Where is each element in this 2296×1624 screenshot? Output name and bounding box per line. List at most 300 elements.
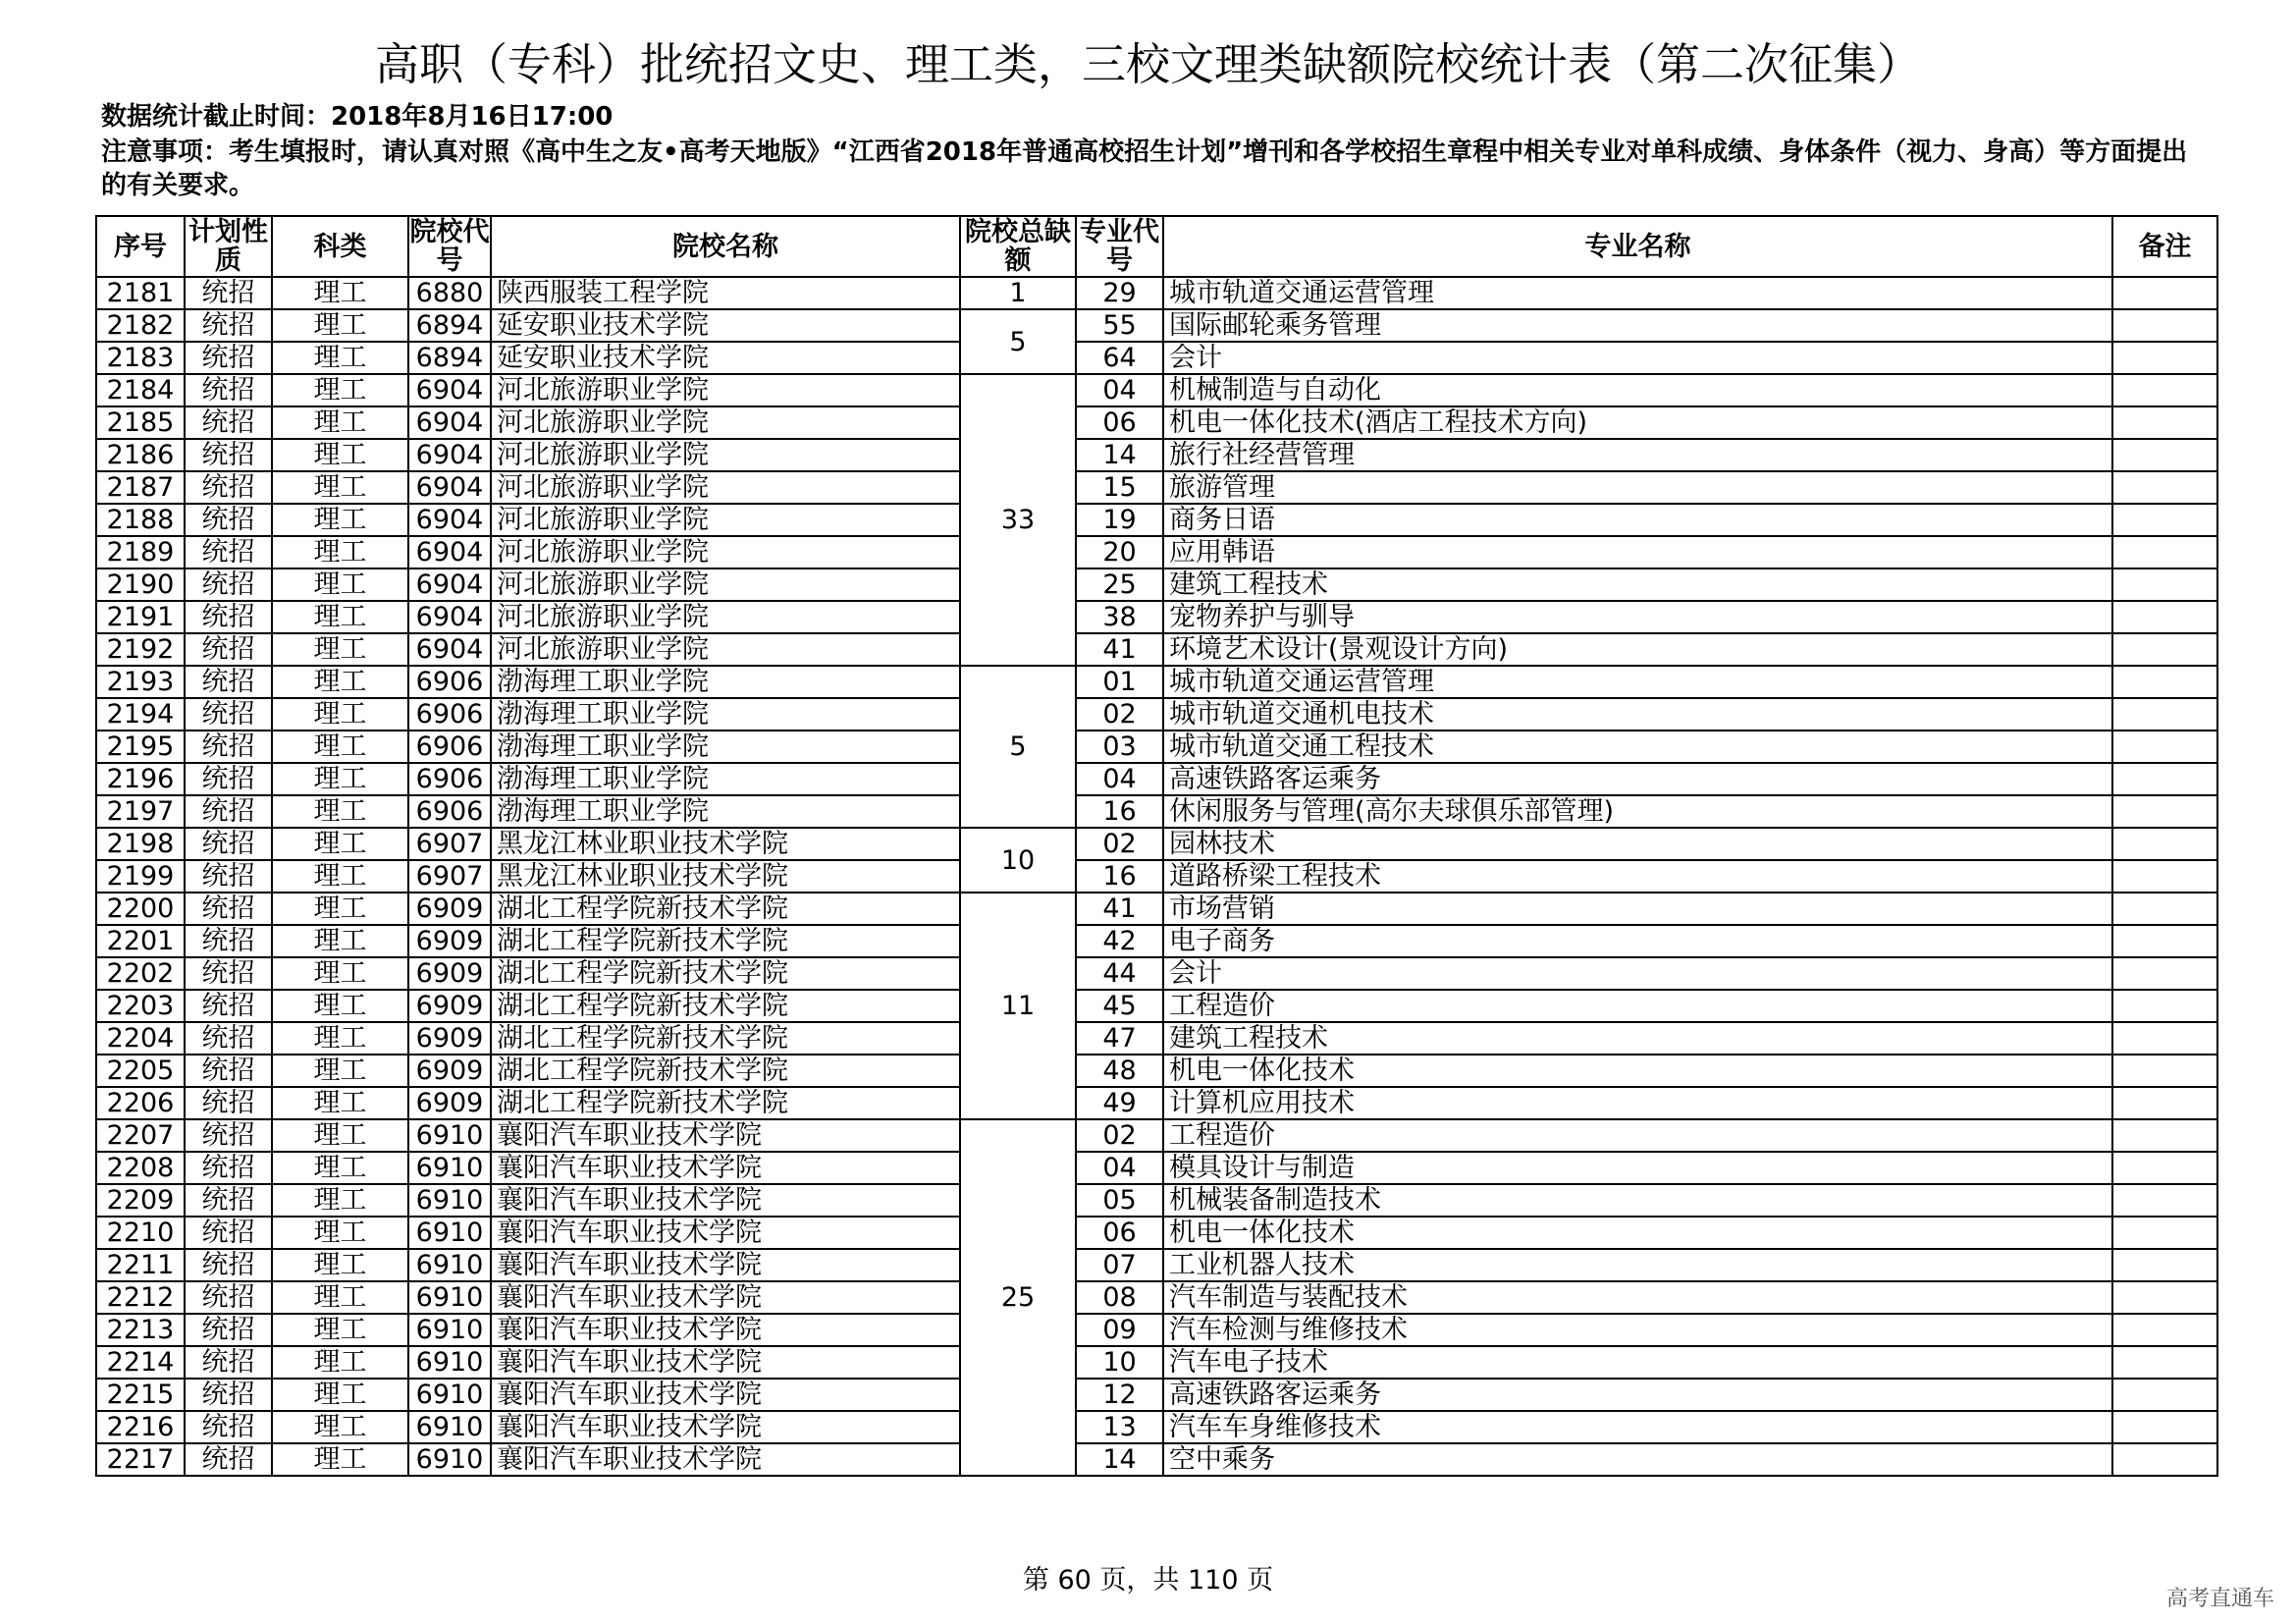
cell-category: 理工 (272, 406, 408, 439)
cell-plan-type: 统招 (185, 763, 272, 795)
cell-school-name: 渤海理工职业学院 (491, 666, 960, 698)
cell-seq: 2183 (96, 342, 185, 374)
cell-seq: 2210 (96, 1217, 185, 1249)
cell-school-code: 6880 (408, 277, 491, 309)
cell-plan-type: 统招 (185, 795, 272, 828)
cell-major-code: 14 (1076, 1443, 1163, 1476)
cell-major-code: 48 (1076, 1055, 1163, 1087)
table-row (96, 893, 2217, 925)
cell-school-name: 湖北工程学院新技术学院 (491, 1022, 960, 1055)
header-seq: 序号 (96, 216, 185, 277)
cell-school-name: 襄阳汽车职业技术学院 (491, 1379, 960, 1411)
cell-school-code: 6910 (408, 1217, 491, 1249)
cell-category: 理工 (272, 666, 408, 698)
cell-seq: 2193 (96, 666, 185, 698)
cell-remarks (2112, 1119, 2217, 1152)
cell-category: 理工 (272, 990, 408, 1022)
cell-school-name: 黑龙江林业职业技术学院 (491, 860, 960, 893)
cell-category: 理工 (272, 698, 408, 731)
cell-school-code: 6910 (408, 1379, 491, 1411)
cell-school-name: 河北旅游职业学院 (491, 406, 960, 439)
cell-school-name: 黑龙江林业职业技术学院 (491, 828, 960, 860)
cell-remarks (2112, 795, 2217, 828)
cell-remarks (2112, 698, 2217, 731)
cell-category: 理工 (272, 439, 408, 471)
table-row (96, 795, 2217, 828)
cell-seq: 2209 (96, 1184, 185, 1217)
cell-major-code: 03 (1076, 731, 1163, 763)
table-row (96, 439, 2217, 471)
cell-school-name: 渤海理工职业学院 (491, 795, 960, 828)
table-row (96, 1022, 2217, 1055)
cell-remarks (2112, 957, 2217, 990)
cell-school-name: 襄阳汽车职业技术学院 (491, 1184, 960, 1217)
table-row (96, 1055, 2217, 1087)
cell-major-name: 国际邮轮乘务管理 (1163, 309, 2112, 342)
cell-school-code: 6906 (408, 731, 491, 763)
table-row (96, 471, 2217, 504)
cell-major-code: 38 (1076, 601, 1163, 633)
cell-plan-type: 统招 (185, 1314, 272, 1346)
cell-major-code: 41 (1076, 633, 1163, 666)
cell-major-name: 旅游管理 (1163, 471, 2112, 504)
table-row (96, 277, 2217, 309)
table-row (96, 828, 2217, 860)
cell-school-name: 湖北工程学院新技术学院 (491, 893, 960, 925)
cell-vacancy: 5 (960, 309, 1076, 374)
cell-plan-type: 统招 (185, 1119, 272, 1152)
cell-seq: 2216 (96, 1411, 185, 1443)
cell-school-name: 河北旅游职业学院 (491, 633, 960, 666)
cell-school-code: 6910 (408, 1152, 491, 1184)
cell-school-code: 6904 (408, 471, 491, 504)
cell-seq: 2217 (96, 1443, 185, 1476)
cell-remarks (2112, 1087, 2217, 1119)
cell-remarks (2112, 1152, 2217, 1184)
cell-major-name: 机电一体化技术(酒店工程技术方向) (1163, 406, 2112, 439)
cell-remarks (2112, 1249, 2217, 1281)
cutoff-time: 数据统计截止时间：2018年8月16日17:00 (101, 102, 614, 132)
cell-school-code: 6906 (408, 666, 491, 698)
cell-major-name: 工业机器人技术 (1163, 1249, 2112, 1281)
cell-school-code: 6909 (408, 1087, 491, 1119)
cell-seq: 2211 (96, 1249, 185, 1281)
cell-remarks (2112, 536, 2217, 568)
cell-school-code: 6904 (408, 439, 491, 471)
cell-plan-type: 统招 (185, 1411, 272, 1443)
cell-plan-type: 统招 (185, 893, 272, 925)
cell-school-name: 襄阳汽车职业技术学院 (491, 1346, 960, 1379)
table-body (96, 277, 2217, 1476)
table-row (96, 1411, 2217, 1443)
cell-remarks (2112, 1184, 2217, 1217)
cell-school-name: 河北旅游职业学院 (491, 504, 960, 536)
table-row (96, 1152, 2217, 1184)
cell-seq: 2213 (96, 1314, 185, 1346)
cell-category: 理工 (272, 1346, 408, 1379)
header-remarks: 备注 (2112, 216, 2217, 277)
cell-major-name: 城市轨道交通运营管理 (1163, 666, 2112, 698)
cell-plan-type: 统招 (185, 1249, 272, 1281)
cell-major-name: 商务日语 (1163, 504, 2112, 536)
table-row (96, 1119, 2217, 1152)
cell-major-code: 06 (1076, 1217, 1163, 1249)
cell-major-name: 机械制造与自动化 (1163, 374, 2112, 406)
cell-school-code: 6906 (408, 795, 491, 828)
cell-remarks (2112, 828, 2217, 860)
cell-category: 理工 (272, 731, 408, 763)
cell-plan-type: 统招 (185, 504, 272, 536)
cell-vacancy: 5 (960, 666, 1076, 828)
cell-plan-type: 统招 (185, 1346, 272, 1379)
cell-school-name: 河北旅游职业学院 (491, 568, 960, 601)
cell-vacancy: 1 (960, 277, 1076, 309)
cell-major-code: 42 (1076, 925, 1163, 957)
cell-plan-type: 统招 (185, 990, 272, 1022)
table-row (96, 1314, 2217, 1346)
cell-category: 理工 (272, 1217, 408, 1249)
cell-plan-type: 统招 (185, 406, 272, 439)
cell-major-code: 13 (1076, 1411, 1163, 1443)
cell-major-name: 环境艺术设计(景观设计方向) (1163, 633, 2112, 666)
cell-school-code: 6909 (408, 1022, 491, 1055)
cell-seq: 2189 (96, 536, 185, 568)
table-row (96, 568, 2217, 601)
table-row (96, 957, 2217, 990)
cell-school-code: 6910 (408, 1411, 491, 1443)
cell-category: 理工 (272, 1022, 408, 1055)
cell-major-code: 41 (1076, 893, 1163, 925)
cell-seq: 2188 (96, 504, 185, 536)
cell-category: 理工 (272, 1055, 408, 1087)
cell-school-name: 湖北工程学院新技术学院 (491, 990, 960, 1022)
cell-seq: 2214 (96, 1346, 185, 1379)
cell-plan-type: 统招 (185, 1443, 272, 1476)
cell-category: 理工 (272, 828, 408, 860)
cell-category: 理工 (272, 1087, 408, 1119)
cell-school-code: 6909 (408, 893, 491, 925)
cell-plan-type: 统招 (185, 860, 272, 893)
cell-seq: 2192 (96, 633, 185, 666)
table-row (96, 601, 2217, 633)
cell-remarks (2112, 1379, 2217, 1411)
cell-major-name: 城市轨道交通工程技术 (1163, 731, 2112, 763)
table-row (96, 406, 2217, 439)
cell-major-code: 05 (1076, 1184, 1163, 1217)
cell-major-code: 47 (1076, 1022, 1163, 1055)
cell-remarks (2112, 439, 2217, 471)
watermark: 高考直通车 (2165, 1587, 2274, 1611)
cell-school-name: 延安职业技术学院 (491, 309, 960, 342)
cell-major-code: 45 (1076, 990, 1163, 1022)
table-row (96, 1379, 2217, 1411)
table-header-row (96, 216, 2217, 277)
cell-school-name: 襄阳汽车职业技术学院 (491, 1443, 960, 1476)
table-row (96, 1217, 2217, 1249)
cell-major-name: 休闲服务与管理(高尔夫球俱乐部管理) (1163, 795, 2112, 828)
cell-major-name: 机电一体化技术 (1163, 1217, 2112, 1249)
cell-remarks (2112, 342, 2217, 374)
cell-remarks (2112, 1217, 2217, 1249)
cell-school-code: 6904 (408, 633, 491, 666)
cell-major-name: 计算机应用技术 (1163, 1087, 2112, 1119)
table-row (96, 374, 2217, 406)
cell-school-name: 襄阳汽车职业技术学院 (491, 1281, 960, 1314)
cell-major-code: 14 (1076, 439, 1163, 471)
cell-school-name: 河北旅游职业学院 (491, 439, 960, 471)
cell-remarks (2112, 1022, 2217, 1055)
cell-major-name: 汽车电子技术 (1163, 1346, 2112, 1379)
cell-major-name: 旅行社经营管理 (1163, 439, 2112, 471)
cell-school-name: 襄阳汽车职业技术学院 (491, 1119, 960, 1152)
cell-major-name: 园林技术 (1163, 828, 2112, 860)
cell-school-code: 6907 (408, 828, 491, 860)
cell-school-code: 6904 (408, 601, 491, 633)
cell-major-code: 04 (1076, 763, 1163, 795)
cell-category: 理工 (272, 309, 408, 342)
cell-school-name: 襄阳汽车职业技术学院 (491, 1249, 960, 1281)
page-number: 第 60 页，共 110 页 (1022, 1565, 1274, 1596)
cell-major-code: 12 (1076, 1379, 1163, 1411)
cell-school-name: 湖北工程学院新技术学院 (491, 1087, 960, 1119)
cell-remarks (2112, 309, 2217, 342)
cell-major-name: 高速铁路客运乘务 (1163, 1379, 2112, 1411)
cell-plan-type: 统招 (185, 1055, 272, 1087)
cell-seq: 2191 (96, 601, 185, 633)
cell-seq: 2207 (96, 1119, 185, 1152)
cell-school-name: 湖北工程学院新技术学院 (491, 957, 960, 990)
cell-vacancy: 25 (960, 1119, 1076, 1476)
table-row (96, 925, 2217, 957)
cell-remarks (2112, 1281, 2217, 1314)
cell-school-name: 渤海理工职业学院 (491, 731, 960, 763)
cell-seq: 2197 (96, 795, 185, 828)
cell-major-name: 应用韩语 (1163, 536, 2112, 568)
cell-seq: 2196 (96, 763, 185, 795)
cell-seq: 2185 (96, 406, 185, 439)
cell-major-code: 25 (1076, 568, 1163, 601)
cell-major-name: 城市轨道交通机电技术 (1163, 698, 2112, 731)
cell-school-code: 6910 (408, 1281, 491, 1314)
cell-major-name: 建筑工程技术 (1163, 568, 2112, 601)
cell-major-name: 机械装备制造技术 (1163, 1184, 2112, 1217)
cell-plan-type: 统招 (185, 536, 272, 568)
cell-major-name: 空中乘务 (1163, 1443, 2112, 1476)
cell-major-name: 道路桥梁工程技术 (1163, 860, 2112, 893)
cell-remarks (2112, 763, 2217, 795)
cell-seq: 2205 (96, 1055, 185, 1087)
cell-major-name: 电子商务 (1163, 925, 2112, 957)
header-major-name: 专业名称 (1163, 216, 2112, 277)
cell-school-code: 6909 (408, 1055, 491, 1087)
cell-major-name: 市场营销 (1163, 893, 2112, 925)
cell-remarks (2112, 601, 2217, 633)
cell-school-code: 6910 (408, 1443, 491, 1476)
cell-remarks (2112, 406, 2217, 439)
cell-seq: 2202 (96, 957, 185, 990)
table-row (96, 342, 2217, 374)
table-row (96, 666, 2217, 698)
cell-major-name: 城市轨道交通运营管理 (1163, 277, 2112, 309)
cell-school-code: 6910 (408, 1249, 491, 1281)
cell-category: 理工 (272, 763, 408, 795)
cell-major-code: 44 (1076, 957, 1163, 990)
cell-remarks (2112, 893, 2217, 925)
cell-plan-type: 统招 (185, 1152, 272, 1184)
cell-category: 理工 (272, 601, 408, 633)
cell-major-code: 02 (1076, 828, 1163, 860)
header-major-code: 专业代号 (1076, 216, 1163, 277)
cell-school-code: 6904 (408, 406, 491, 439)
cell-plan-type: 统招 (185, 633, 272, 666)
cell-remarks (2112, 731, 2217, 763)
cell-category: 理工 (272, 1249, 408, 1281)
cell-remarks (2112, 277, 2217, 309)
table-row (96, 1184, 2217, 1217)
cell-school-code: 6910 (408, 1314, 491, 1346)
cell-major-code: 16 (1076, 795, 1163, 828)
cell-seq: 2208 (96, 1152, 185, 1184)
cell-seq: 2201 (96, 925, 185, 957)
cell-school-code: 6909 (408, 990, 491, 1022)
cell-remarks (2112, 568, 2217, 601)
cell-category: 理工 (272, 342, 408, 374)
cell-remarks (2112, 471, 2217, 504)
cell-major-code: 02 (1076, 698, 1163, 731)
cell-category: 理工 (272, 860, 408, 893)
table-row (96, 1087, 2217, 1119)
cell-remarks (2112, 860, 2217, 893)
cell-seq: 2187 (96, 471, 185, 504)
cell-seq: 2215 (96, 1379, 185, 1411)
cell-remarks (2112, 1346, 2217, 1379)
notice-text: 注意事项：考生填报时，请认真对照《高中生之友•高考天地版》“江西省2018年普通高校招生计划”增刊和各学校招生章程中相关专业对单科成绩、身体条件（视力、身高）等方面提出的有关要求。 (101, 137, 2188, 200)
cell-seq: 2195 (96, 731, 185, 763)
header-category: 科类 (272, 216, 408, 277)
table-row (96, 990, 2217, 1022)
cell-plan-type: 统招 (185, 925, 272, 957)
cell-category: 理工 (272, 1443, 408, 1476)
cell-category: 理工 (272, 1281, 408, 1314)
cell-school-code: 6909 (408, 957, 491, 990)
cell-remarks (2112, 374, 2217, 406)
cell-seq: 2212 (96, 1281, 185, 1314)
cell-plan-type: 统招 (185, 666, 272, 698)
cell-remarks (2112, 925, 2217, 957)
cell-seq: 2184 (96, 374, 185, 406)
cell-school-name: 河北旅游职业学院 (491, 601, 960, 633)
cell-major-code: 16 (1076, 860, 1163, 893)
cell-category: 理工 (272, 795, 408, 828)
cell-school-code: 6904 (408, 504, 491, 536)
cell-major-name: 会计 (1163, 957, 2112, 990)
cell-major-name: 机电一体化技术 (1163, 1055, 2112, 1087)
table-row (96, 860, 2217, 893)
cell-school-name: 襄阳汽车职业技术学院 (491, 1314, 960, 1346)
cell-major-code: 04 (1076, 374, 1163, 406)
cell-major-name: 汽车检测与维修技术 (1163, 1314, 2112, 1346)
cell-major-code: 01 (1076, 666, 1163, 698)
header-school-name: 院校名称 (491, 216, 960, 277)
cell-category: 理工 (272, 471, 408, 504)
cell-major-code: 06 (1076, 406, 1163, 439)
cell-plan-type: 统招 (185, 1022, 272, 1055)
cell-seq: 2186 (96, 439, 185, 471)
cell-category: 理工 (272, 633, 408, 666)
cell-school-name: 襄阳汽车职业技术学院 (491, 1217, 960, 1249)
cell-school-name: 河北旅游职业学院 (491, 471, 960, 504)
cell-remarks (2112, 1443, 2217, 1476)
cell-remarks (2112, 633, 2217, 666)
cell-plan-type: 统招 (185, 1217, 272, 1249)
cell-seq: 2199 (96, 860, 185, 893)
cell-plan-type: 统招 (185, 1379, 272, 1411)
cell-plan-type: 统招 (185, 698, 272, 731)
cell-major-code: 19 (1076, 504, 1163, 536)
table-row (96, 504, 2217, 536)
table-row (96, 763, 2217, 795)
cell-vacancy: 33 (960, 374, 1076, 666)
cell-major-name: 汽车制造与装配技术 (1163, 1281, 2112, 1314)
cell-major-code: 15 (1076, 471, 1163, 504)
cell-category: 理工 (272, 277, 408, 309)
cell-category: 理工 (272, 925, 408, 957)
cell-major-name: 工程造价 (1163, 1119, 2112, 1152)
cell-plan-type: 统招 (185, 731, 272, 763)
table-row (96, 1281, 2217, 1314)
header-school-code: 院校代号 (409, 217, 490, 276)
cell-category: 理工 (272, 1152, 408, 1184)
cell-major-name: 建筑工程技术 (1163, 1022, 2112, 1055)
cell-plan-type: 统招 (185, 374, 272, 406)
cell-major-code: 20 (1076, 536, 1163, 568)
cell-category: 理工 (272, 504, 408, 536)
table-row (96, 698, 2217, 731)
cell-major-name: 高速铁路客运乘务 (1163, 763, 2112, 795)
cell-major-name: 汽车车身维修技术 (1163, 1411, 2112, 1443)
cell-school-name: 渤海理工职业学院 (491, 698, 960, 731)
cell-seq: 2206 (96, 1087, 185, 1119)
cell-category: 理工 (272, 568, 408, 601)
header-plan-type: 计划性质 (185, 216, 272, 277)
cell-remarks (2112, 1314, 2217, 1346)
cell-school-code: 6904 (408, 374, 491, 406)
table-row (96, 633, 2217, 666)
cell-major-name: 会计 (1163, 342, 2112, 374)
cell-category: 理工 (272, 1184, 408, 1217)
cell-school-name: 襄阳汽车职业技术学院 (491, 1411, 960, 1443)
cell-plan-type: 统招 (185, 1281, 272, 1314)
cell-category: 理工 (272, 1119, 408, 1152)
cell-school-code: 6904 (408, 568, 491, 601)
cell-school-name: 延安职业技术学院 (491, 342, 960, 374)
cell-school-code: 6906 (408, 763, 491, 795)
cell-plan-type: 统招 (185, 1184, 272, 1217)
cell-seq: 2190 (96, 568, 185, 601)
cell-seq: 2182 (96, 309, 185, 342)
cell-school-name: 渤海理工职业学院 (491, 763, 960, 795)
cell-school-code: 6910 (408, 1119, 491, 1152)
cell-category: 理工 (272, 536, 408, 568)
cell-plan-type: 统招 (185, 601, 272, 633)
cell-seq: 2181 (96, 277, 185, 309)
cell-school-code: 6906 (408, 698, 491, 731)
cell-category: 理工 (272, 1379, 408, 1411)
cell-plan-type: 统招 (185, 957, 272, 990)
cell-major-code: 09 (1076, 1314, 1163, 1346)
cell-category: 理工 (272, 957, 408, 990)
table-row (96, 536, 2217, 568)
